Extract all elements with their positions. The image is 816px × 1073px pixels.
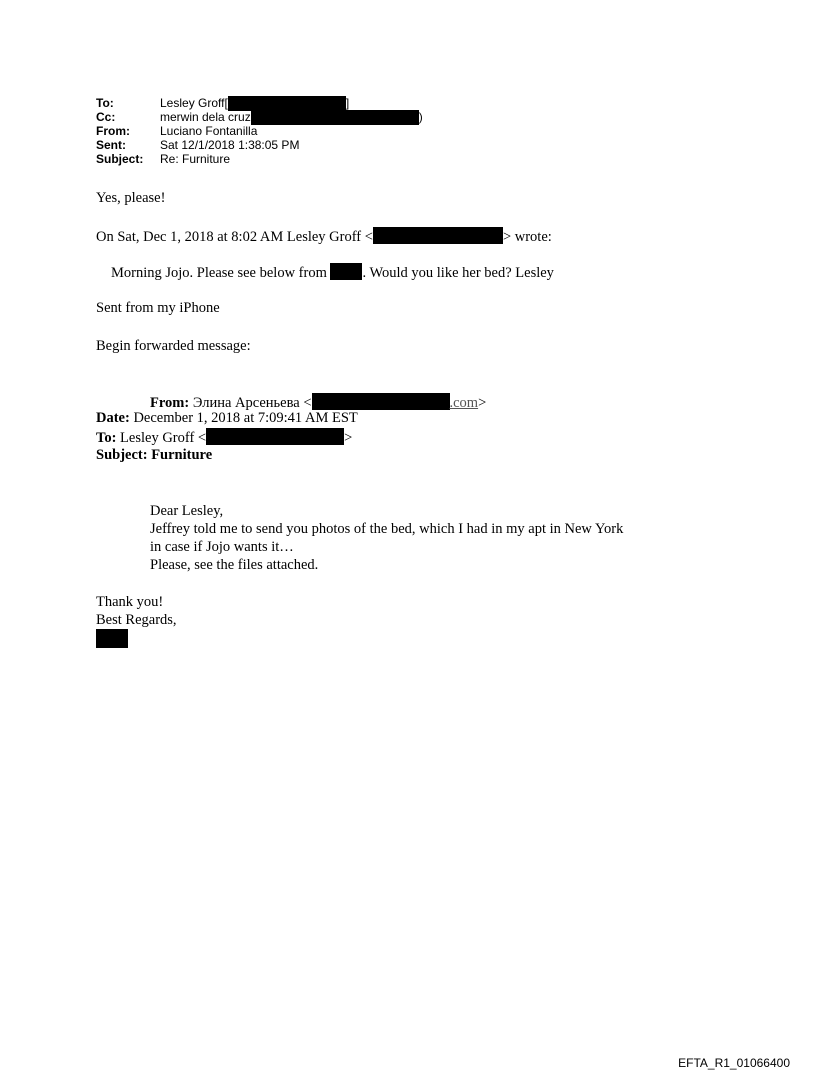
- forwarded-to-close: >: [344, 430, 353, 446]
- forwarded-from-close: >: [478, 395, 487, 411]
- quote-intro-pre: On Sat, Dec 1, 2018 at 8:02 AM Lesley Groff <: [96, 229, 373, 245]
- header-subject-row: [96, 152, 423, 166]
- forwarded-to-value: Lesley Groff <: [116, 430, 207, 446]
- quoted-pre: Morning Jojo. Please see below from: [111, 265, 331, 281]
- email-header: [96, 96, 423, 166]
- forwarded-subject-value: Furniture: [147, 447, 213, 463]
- quoted-message: [111, 263, 554, 282]
- forwarded-date-row: [96, 410, 358, 427]
- quoted-post: . Would you like her bed? Lesley: [362, 265, 554, 281]
- signature-redaction-box: [96, 629, 128, 648]
- header-cc-value: merwin dela cruz: [160, 110, 251, 124]
- message-line-1: Jeffrey told me to send you photos of the bed, which I had in my apt in New York: [150, 521, 624, 537]
- redaction-box: [330, 263, 362, 280]
- redaction-box: [373, 227, 503, 244]
- message-greeting: Dear Lesley,: [150, 503, 224, 519]
- header-from-row: [96, 124, 423, 138]
- quote-intro: [96, 227, 552, 246]
- header-cc-label: Cc:: [96, 110, 116, 124]
- header-cc-row: [96, 110, 423, 124]
- forwarded-from-label: From:: [150, 395, 190, 411]
- forwarded-subject-label: Subject:: [96, 447, 148, 463]
- forwarded-to-label: To:: [96, 430, 117, 446]
- header-subject-value: Re: Furniture: [160, 152, 231, 166]
- header-cc-close: ): [418, 110, 423, 124]
- message-line-2: in case if Jojo wants it…: [150, 539, 294, 555]
- header-to-row: [96, 96, 423, 110]
- header-to-value: Lesley Groff[: [160, 96, 228, 110]
- reply-text: Yes, please!: [96, 190, 166, 206]
- forwarded-date-label: Date:: [96, 410, 130, 426]
- forwarded-subject-row: [96, 447, 212, 464]
- header-sent-row: [96, 138, 423, 152]
- begin-forwarded-label: Begin forwarded message:: [96, 338, 251, 354]
- redaction-box: [228, 96, 346, 111]
- document-id: EFTA_R1_01066400: [678, 1056, 790, 1070]
- redaction-box: [206, 428, 344, 445]
- sent-from-signature: Sent from my iPhone: [96, 300, 220, 316]
- header-to-close: ]: [345, 96, 350, 110]
- forwarded-from-domain-link[interactable]: .com: [449, 395, 479, 411]
- header-sent-value: Sat 12/1/2018 1:38:05 PM: [160, 138, 300, 152]
- quote-intro-post: > wrote:: [502, 229, 552, 245]
- closing-regards: Best Regards,: [96, 612, 177, 628]
- message-line-3: Please, see the files attached.: [150, 557, 319, 573]
- header-subject-label: Subject:: [96, 152, 144, 166]
- forwarded-to-row: [96, 428, 352, 447]
- header-from-label: From:: [96, 124, 130, 138]
- redaction-box: [251, 110, 419, 125]
- forwarded-date-value: December 1, 2018 at 7:09:41 AM EST: [129, 410, 358, 426]
- header-to-label: To:: [96, 96, 114, 110]
- closing-thanks: Thank you!: [96, 594, 164, 610]
- header-from-value: Luciano Fontanilla: [160, 124, 258, 138]
- header-sent-label: Sent:: [96, 138, 126, 152]
- redaction-box: [312, 393, 450, 410]
- forwarded-from-name: Элина Арсеньева <: [189, 395, 312, 411]
